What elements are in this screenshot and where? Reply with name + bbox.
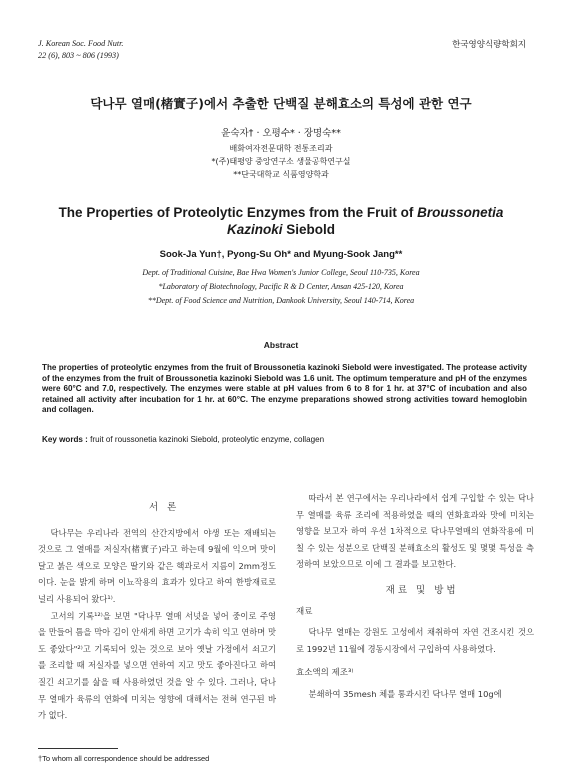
materials-heading: 재료 (296, 606, 313, 617)
journal-name: J. Korean Soc. Food Nutr. (38, 39, 124, 48)
journal-citation (38, 38, 123, 62)
enzyme-heading: 효소액의 제조³⁾ (296, 668, 354, 679)
english-affiliation-2: *Laboratory of Biotechnology, Pacific R & D Center, Ansan 425-120, Korea (158, 282, 404, 291)
paragraph-5: 분쇄하여 35mesh 체를 통과시킨 닥나무 열매 10g에 (308, 688, 502, 699)
keywords (42, 435, 324, 444)
korean-affiliation-3: **단국대학교 식품영양학과 (233, 170, 329, 179)
abstract-text: The properties of proteolytic enzymes from the fruit of Broussonetia kazinoki Siebold were investigated. The protease activity of the enzymes from the fruit of Broussonetia kazinoki Siebold was 1.6 unit. The optimum temperature and pH of the enzymes were 60°C and 7.0, respectively. The enzymes were stable at pH values from 6 to 8 for 1 hr. at 37°C of incubation and also retained all activity after incubation for 1 hr. at 60°C. The enzyme preparations showed strong activities toward hemoglobin and collagen. (42, 363, 527, 415)
keywords-text: fruit of roussonetia kazinoki Siebold, proteolytic enzyme, collagen (90, 435, 325, 444)
methods-heading: 재료 및 방법 (385, 584, 459, 596)
journal-name-korean: 한국영양식량학회지 (452, 40, 526, 50)
paragraph-1: 닥나무는 우리나라 전역의 산간지방에서 야생 또는 재배되는 것으로 그 열매를 저실자(楮實子)라고 하는데 9월에 익으며 맛이 달고 붉은 색으로 모양은 딸기와 같은 핵과로서 지름이 2mm정도이다. 눈을 밝게 하며 이뇨작용의 효과가 있다고 하여 한방재료로 널리 사용되어 왔다¹⁾. (38, 527, 276, 604)
english-affiliation-3: **Dept. of Food Science and Nutrition, Dankook University, Seoul 140-714, Korea (147, 296, 415, 305)
journal-issue: 22 (6), 803 ~ 806 (1993) (38, 51, 119, 60)
right-column (296, 490, 534, 703)
english-authors: Sook-Ja Yun†, Pyong-Su Oh* and Myung-Sook Jang** (159, 249, 403, 260)
paragraph-4: 닥나무 열매는 강원도 고성에서 채취하여 자연 건조시킨 것으로 1992년 11월에 경동시장에서 구입하여 사용하였다. (296, 627, 534, 654)
korean-affiliation-1: 배화여자전문대학 전통조리과 (229, 144, 333, 153)
left-column (38, 500, 276, 724)
intro-heading: 서 론 (148, 502, 180, 513)
paragraph-3: 따라서 본 연구에서는 우리나라에서 쉽게 구입할 수 있는 닥나무 열매를 육류 조리에 적용하였을 때의 연화효과와 맛에 미치는 영향을 보고자 하여 우선 1차적으로 닥나무열매의 연화작용에 미칠 수 있는 성분으로 단백질 분해효소의 활성도 및 몇몇 특성을 측정하여 보았으므로 이에 그 결과를 보고한다. (296, 493, 534, 570)
keywords-label: Key words : (42, 435, 88, 444)
korean-affiliation-2: *(주)태평양 중앙연구소 생물공학연구실 (211, 157, 351, 166)
footnote: †To whom all correspondence should be addressed (38, 754, 210, 763)
english-affiliation-1: Dept. of Traditional Cuisine, Bae Hwa Women's Junior College, Seoul 110-735, Korea (142, 268, 420, 277)
abstract-heading: Abstract (263, 340, 299, 350)
paragraph-2: 고서의 기록¹²⁾을 보면 "닥나무 열매 서넛을 넣어 중이로 주영을 만들어 틈을 막아 김이 안새게 하면 고기가 속히 익고 연하며 맛도 좋았다"²⁾고 기록되어 있는 것으로 보아 옛날 가정에서 쇠고기를 조리할 때 저실자를 넣으면 연하여 지고 맛도 좋아진다고 하여 질긴 쇠고기를 삶을 때 사용하였던 것을 알 수 있다. 그러나, 닥나무 열매가 육류의 연화에 미치는 영향에 대해서는 전혀 연구된 바가 없다. (38, 610, 276, 721)
english-title: The Properties of Proteolytic Enzymes from the Fruit of Broussonetia Kazinoki Siebold (58, 205, 504, 237)
korean-authors: 윤숙자† · 오평수* · 장명숙** (221, 128, 341, 139)
korean-title: 닥나무 열매(楮實子)에서 추출한 단백질 분해효소의 특성에 관한 연구 (90, 96, 472, 111)
footnote-divider (38, 748, 118, 749)
